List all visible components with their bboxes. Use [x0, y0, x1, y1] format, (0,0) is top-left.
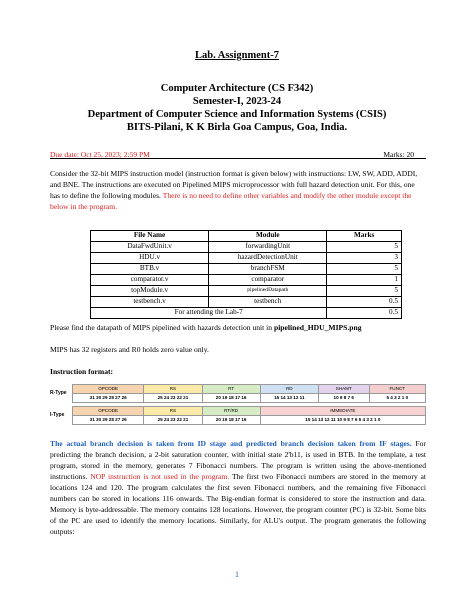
- field-rs: RS: [144, 385, 202, 394]
- file-name-cell: comparator.v: [91, 275, 209, 286]
- marks-cell: 3: [327, 253, 402, 264]
- datapath-text: Please find the datapath of MIPS pipelined with hazards detection unit in: [50, 323, 274, 332]
- table-row: [91, 253, 402, 264]
- module-cell: testbench: [209, 297, 327, 308]
- branch-paragraph: [50, 438, 426, 537]
- table-header-row: [91, 231, 402, 242]
- bits-rd: 15 14 13 12 11: [260, 394, 318, 403]
- bits-opcode: 31 30 29 28 27 26: [73, 416, 144, 425]
- file-name-cell: testbench.v: [91, 297, 209, 308]
- col-header: Marks: [327, 231, 402, 242]
- col-header: Module: [209, 231, 327, 242]
- field-rt-rd: RT/RD: [202, 407, 260, 416]
- lab-attendance-cell: For attending the Lab-7: [91, 308, 327, 319]
- bits-rt-rd: 20 19 18 17 16: [202, 416, 260, 425]
- department-title: Department of Computer Science and Information Systems (CSIS): [87, 109, 387, 120]
- field-rt: RT: [202, 385, 260, 394]
- semester-title: Semester-I, 2023-24: [192, 96, 282, 107]
- table-row: [91, 275, 402, 286]
- field-immediate: IMMEDIATE: [260, 407, 425, 416]
- due-date: Due date: Oct 25, 2023; 2:59 PM: [50, 150, 150, 159]
- r-type-format: [50, 384, 426, 403]
- bits-rs: 25 24 23 22 21: [144, 416, 202, 425]
- field-rd: RD: [260, 385, 318, 394]
- field-funct: FUNCT: [369, 385, 425, 394]
- table-row: [91, 242, 402, 253]
- lab-title: Lab. Assignment-7: [194, 50, 279, 61]
- r-type-fields-row: [50, 385, 426, 394]
- i-type-fields-row: [50, 407, 426, 416]
- module-cell: pipelinedDatapath: [209, 286, 327, 297]
- module-cell: hazardDetectionUnit: [209, 253, 327, 264]
- intro-text: Consider the 32-bit MIPS instruction model (instruction format is given below) with instructions: LW, SW, ADD, ADDI, and BNE. The instructions are executed on Pipelined MIPS microprocessor with full hazard detection unit. For this, one has to define the following modules.: [50, 169, 418, 200]
- campus-title: BITS-Pilani, K K Birla Goa Campus, Goa, India.: [126, 122, 348, 133]
- file-name-cell: topModule.v: [91, 286, 209, 297]
- header-rule: [50, 158, 426, 159]
- r-type-label: R-Type: [50, 389, 67, 396]
- marks-cell: 5: [327, 264, 402, 275]
- branch-text-2: The first two Fibonacci numbers are stored in the memory at locations 124 and 120. The program calculates the first seven Fibonacci numbers, and the remaining five Fibonacci numbers can be stored in locations 116 onwards. The Big-endian format is considered to store the instruction and data. Memory is byte-addressable. The memory contains 128 locations. However, the program counter (PC) is 32-bit. Some bits of the PC are used to identify the memory locations. Similarly, for ALU's output. The program generates the following outputs:: [50, 472, 426, 536]
- datapath-paragraph: [50, 322, 426, 333]
- i-type-label: I-Type: [50, 411, 65, 418]
- datapath-file: pipelined_HDU_MIPS.png: [273, 323, 362, 332]
- course-title: Computer Architecture (CS F342): [160, 83, 314, 94]
- bits-immediate: 15 14 13 12 11 10 9 8 7 6 5 4 3 2 1 0: [260, 416, 425, 425]
- bits-shamt: 10 9 8 7 6: [318, 394, 369, 403]
- marks-cell: 0.5: [327, 308, 402, 319]
- table-row: [91, 264, 402, 275]
- module-cell: comparator: [209, 275, 327, 286]
- field-shamt: SHAMT: [318, 385, 369, 394]
- intro-note: There is no need to define other variables and modify the other module except the below in the program.: [50, 191, 412, 211]
- i-type-bits-row: [50, 416, 426, 425]
- field-opcode: OPCODE: [73, 385, 144, 394]
- marks-cell: 0.5: [327, 297, 402, 308]
- bits-opcode: 31 30 29 28 27 26: [73, 394, 144, 403]
- field-rs: RS: [144, 407, 202, 416]
- field-opcode: OPCODE: [73, 407, 144, 416]
- marks-cell: 5: [327, 242, 402, 253]
- file-name-cell: HDU.v: [91, 253, 209, 264]
- total-marks: Marks: 20: [383, 150, 414, 159]
- registers-paragraph: MIPS has 32 registers and R0 holds zero value only.: [50, 345, 209, 354]
- module-cell: forwardingUnit: [209, 242, 327, 253]
- branch-text-1: For predicting the branch decision, a 2-bit saturation counter, with initial state 2'b11, is used in BTB. In the template, a test program, stored in the memory, generates 7 Fibonacci numbers. The program is written using the above-mentioned instructions.: [50, 439, 426, 481]
- intro-paragraph: [50, 168, 426, 212]
- file-name-cell: BTB.v: [91, 264, 209, 275]
- bits-rs: 25 24 23 22 21: [144, 394, 202, 403]
- marks-cell: 1: [327, 275, 402, 286]
- r-type-bits-row: [50, 394, 426, 403]
- format-label: Instruction format:: [50, 367, 114, 376]
- bits-funct: 5 4 3 2 1 0: [369, 394, 425, 403]
- module-table: [90, 230, 402, 319]
- table-row: [91, 297, 402, 308]
- branch-heading: The actual branch decision is taken from ID stage and predicted branch decision taken from IF stages.: [50, 439, 412, 448]
- page-number: 1: [235, 570, 239, 579]
- marks-cell: 5: [327, 286, 402, 297]
- table-row: [91, 286, 402, 297]
- table-row: [91, 308, 402, 319]
- module-cell: branchFSM: [209, 264, 327, 275]
- file-name-cell: DataFwdUnit.v: [91, 242, 209, 253]
- bits-rt: 20 19 18 17 16: [202, 394, 260, 403]
- col-header: File Name: [91, 231, 209, 242]
- i-type-format: [50, 406, 426, 425]
- branch-nop-note: NOP instruction is not used in the program.: [90, 472, 230, 481]
